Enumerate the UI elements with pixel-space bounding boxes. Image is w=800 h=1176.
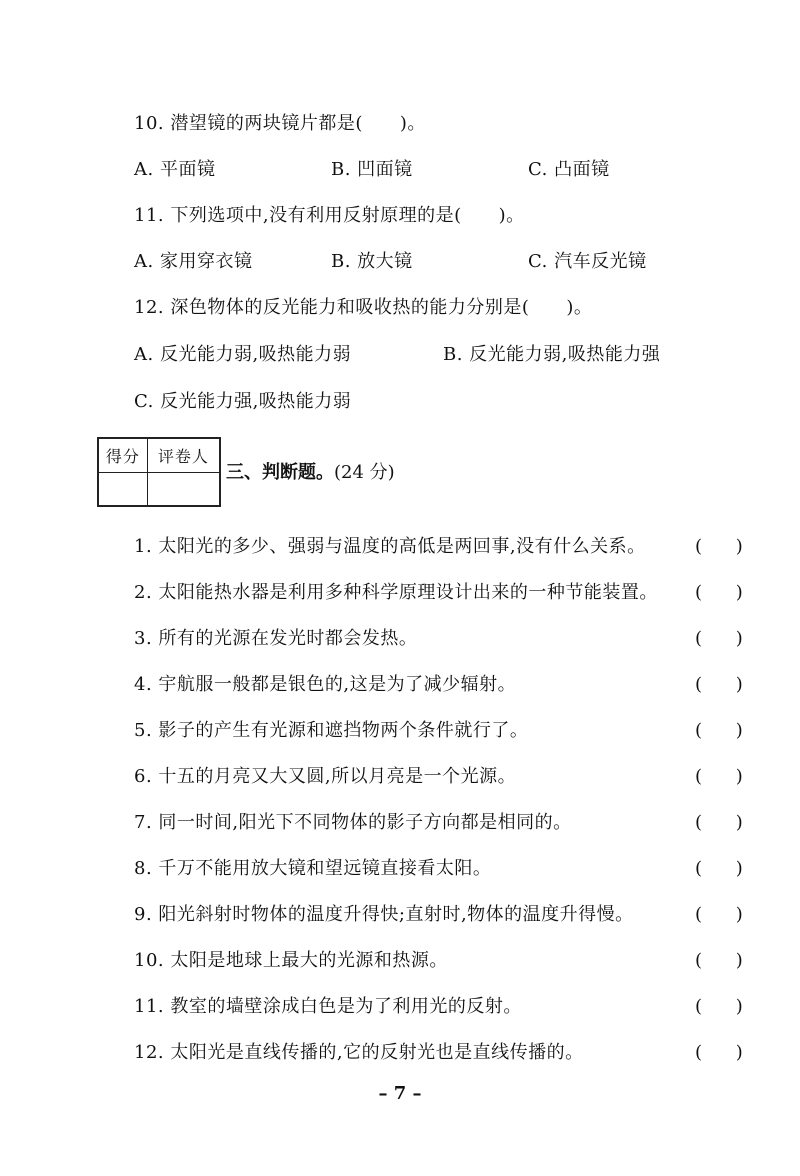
section-title (226, 461, 395, 485)
answer-paren-5: ( ) (695, 720, 757, 741)
answer-paren-1: ( ) (695, 536, 757, 557)
question-11-stem: 11. 下列选项中,没有利用反射原理的是( )。 (134, 205, 525, 226)
question-10-option-b: B. 凹面镜 (331, 159, 413, 180)
judge-item-1: 1. 太阳光的多少、强弱与温度的高低是两回事,没有什么关系。 (134, 536, 646, 557)
judge-item-3: 3. 所有的光源在发光时都会发热。 (134, 628, 418, 649)
question-11-option-c: C. 汽车反光镜 (528, 251, 647, 272)
answer-paren-4: ( ) (695, 674, 757, 695)
judge-item-2: 2. 太阳能热水器是利用多种科学原理设计出来的一种节能装置。 (134, 582, 658, 603)
answer-paren-12: ( ) (695, 1042, 757, 1063)
judge-item-11: 11. 教室的墙壁涂成白色是为了利用光的反射。 (134, 996, 522, 1017)
score-header: 得分 (99, 439, 148, 473)
judge-item-12: 12. 太阳光是直线传播的,它的反射光也是直线传播的。 (134, 1042, 584, 1063)
judge-item-10: 10. 太阳是地球上最大的光源和热源。 (134, 950, 448, 971)
section-points: (24 分) (334, 462, 395, 483)
score-table (97, 437, 221, 507)
answer-paren-9: ( ) (695, 904, 757, 925)
answer-paren-10: ( ) (695, 950, 757, 971)
grader-cell (147, 473, 219, 506)
judge-item-6: 6. 十五的月亮又大又圆,所以月亮是一个光源。 (134, 766, 517, 787)
page-number: – 7 – (378, 1083, 422, 1104)
judge-item-7: 7. 同一时间,阳光下不同物体的影子方向都是相同的。 (134, 812, 572, 833)
answer-paren-2: ( ) (695, 582, 757, 603)
question-11-option-a: A. 家用穿衣镜 (134, 251, 253, 272)
answer-paren-7: ( ) (695, 812, 757, 833)
question-12-option-a: A. 反光能力弱,吸热能力弱 (134, 344, 352, 365)
answer-paren-6: ( ) (695, 766, 757, 787)
section-title-text: 三、判断题。 (226, 462, 334, 483)
question-12-option-b: B. 反光能力弱,吸热能力强 (443, 344, 661, 365)
judge-item-9: 9. 阳光斜射时物体的温度升得快;直射时,物体的温度升得慢。 (134, 904, 634, 925)
judge-item-8: 8. 千万不能用放大镜和望远镜直接看太阳。 (134, 858, 492, 879)
question-11-option-b: B. 放大镜 (331, 251, 413, 272)
grader-header: 评卷人 (147, 439, 219, 473)
answer-paren-8: ( ) (695, 858, 757, 879)
question-12-option-c: C. 反光能力强,吸热能力弱 (134, 391, 352, 412)
score-cell (99, 473, 148, 506)
judge-item-5: 5. 影子的产生有光源和遮挡物两个条件就行了。 (134, 720, 529, 741)
judge-item-4: 4. 宇航服一般都是银色的,这是为了减少辐射。 (134, 674, 517, 695)
answer-paren-3: ( ) (695, 628, 757, 649)
question-10-option-a: A. 平面镜 (134, 159, 216, 180)
question-10-stem: 10. 潜望镜的两块镜片都是( )。 (134, 113, 426, 134)
question-10-option-c: C. 凸面镜 (528, 159, 610, 180)
answer-paren-11: ( ) (695, 996, 757, 1017)
question-12-stem: 12. 深色物体的反光能力和吸收热的能力分别是( )。 (134, 297, 593, 318)
